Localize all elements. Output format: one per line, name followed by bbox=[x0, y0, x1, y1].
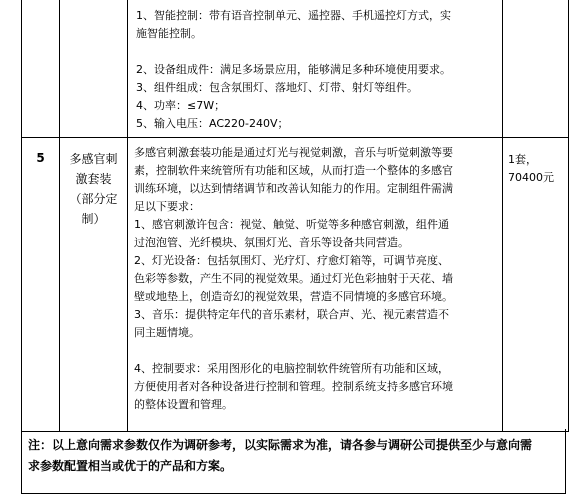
description-line: 4、功率：≤7W； bbox=[136, 99, 226, 112]
description-line: 色彩等参数，产生不同的视觉效果。通过灯光色彩抽射于天花、墙 bbox=[134, 272, 453, 285]
description-line bbox=[134, 342, 498, 360]
cell-name-empty bbox=[60, 0, 128, 138]
item-name-line: （部分定 bbox=[69, 192, 118, 206]
cell-description bbox=[128, 138, 503, 432]
item-name-line: 激套装 bbox=[75, 172, 112, 186]
description-line: 5、输入电压：AC220-240V； bbox=[136, 117, 289, 130]
description-line: 训练环境，以达到情绪调节和改善认知能力的作用。定制组件需满 bbox=[134, 182, 453, 195]
cell-description bbox=[128, 0, 503, 138]
description-line: 方便使用者对各种设备进行控制和管理。控制系统支持多感官环境 bbox=[134, 380, 453, 393]
description-line: 的整体设置和管理。 bbox=[134, 398, 233, 411]
item-name bbox=[60, 138, 127, 229]
cell-name bbox=[60, 138, 128, 432]
description-line: 壁或地垫上，创造奇幻的视觉效果，营造不同情境的多感官环境。 bbox=[134, 290, 453, 303]
item-price bbox=[503, 138, 568, 187]
note-box bbox=[21, 429, 566, 494]
description-line: 1、智能控制：带有语音控制单元、遥控器、手机遥控灯方式，实 bbox=[136, 9, 451, 22]
spec-table bbox=[21, 0, 569, 432]
description-line bbox=[136, 43, 498, 61]
description-lines bbox=[128, 0, 502, 137]
cell-number bbox=[22, 138, 60, 432]
note-line: 求参数配置相当或优于的产品和方案。 bbox=[28, 459, 233, 473]
description-lines bbox=[128, 138, 502, 418]
description-line: 同主题情境。 bbox=[134, 326, 200, 339]
description-line: 1、感官刺激许包含：视觉、触觉、听觉等多种感官刺激，组件通 bbox=[134, 218, 449, 231]
description-line: 素，控制软件来统管所有功能和区域，从而打造一个整体的多感官 bbox=[134, 164, 453, 177]
description-line: 4、控制要求：采用图形化的电脑控制软件统管所有功能和区域， bbox=[134, 362, 449, 375]
note-line: 注：以上意向需求参数仅作为调研参考，以实际需求为准，请各参与调研公司提供至少与意向需 bbox=[28, 438, 533, 452]
description-line: 足以下要求： bbox=[134, 200, 200, 213]
description-line: 3、组件组成：包含氛围灯、落地灯、灯带、射灯等组件。 bbox=[136, 81, 418, 94]
item-number: 5 bbox=[36, 151, 45, 165]
price-line: 70400元 bbox=[508, 171, 554, 184]
table-row-continued bbox=[22, 0, 569, 138]
cell-price-empty bbox=[503, 0, 569, 138]
description-line: 3、音乐：提供特定年代的音乐素材，联合声、光、视元素营造不 bbox=[134, 308, 449, 321]
description-line: 2、设备组成件：满足多场景应用，能够满足多种环境使用要求。 bbox=[136, 63, 451, 76]
item-name-line: 多感官刺 bbox=[69, 152, 118, 166]
description-line: 多感官刺激套装功能是通过灯光与视觉刺激，音乐与听觉刺激等要 bbox=[134, 146, 453, 159]
description-line: 施智能控制。 bbox=[136, 27, 202, 40]
price-line: 1套， bbox=[508, 153, 537, 166]
description-line: 2、灯光设备：包括氛围灯、光疗灯、疗愈灯箱等，可调节亮度、 bbox=[134, 254, 449, 267]
description-line: 过泡泡管、光纤模块、氛围灯光、音乐等设备共同营造。 bbox=[134, 236, 409, 249]
cell-price bbox=[503, 138, 569, 432]
item-name-line: 制） bbox=[81, 212, 106, 226]
cell-number-empty bbox=[22, 0, 60, 138]
table-row-5 bbox=[22, 138, 569, 432]
